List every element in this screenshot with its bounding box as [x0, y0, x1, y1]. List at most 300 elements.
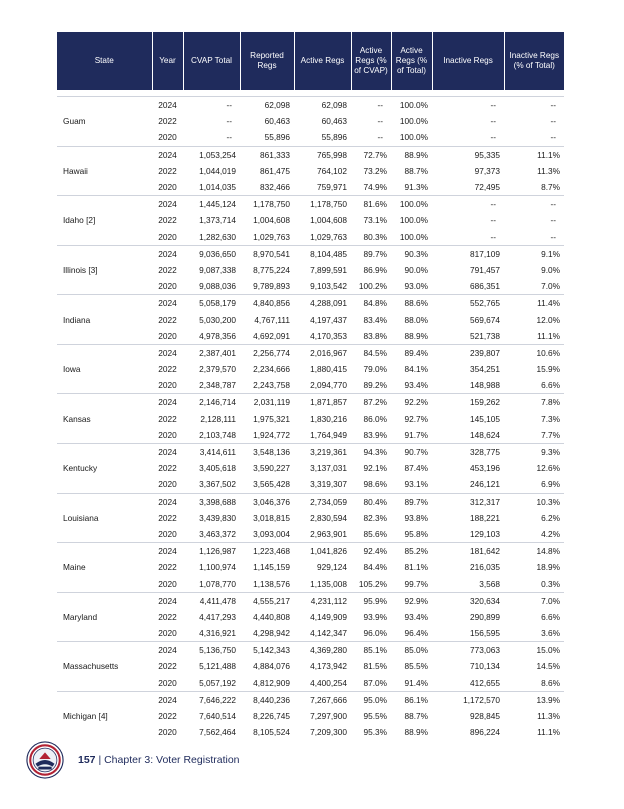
inactive-pct-total-cell: 9.0%: [541, 264, 560, 275]
inactive-regs-cell: 246,121: [470, 479, 500, 490]
inactive-regs-cell: 1,172,570: [432, 691, 504, 708]
cvap-total-cell: 9,087,338: [199, 264, 236, 275]
active-pct-total-cell: 85.0%: [391, 642, 432, 659]
inactive-regs-cell: --: [490, 116, 496, 127]
inactive-pct-total-cell: --: [504, 196, 564, 213]
inactive-regs-cell: 3,568: [479, 578, 500, 589]
header-active-regs: Active Regs: [294, 32, 351, 90]
state-cell: Kentucky: [57, 443, 152, 493]
cvap-total-cell: 3,405,618: [199, 463, 236, 474]
year-cell: 2020: [158, 528, 177, 539]
active-pct-cvap-cell: 84.8%: [351, 295, 391, 312]
reported-regs-cell: 3,046,376: [240, 493, 294, 510]
inactive-pct-total-cell: --: [550, 132, 556, 143]
year-cell: 2020: [158, 182, 177, 193]
inactive-pct-total-cell: 6.6%: [541, 611, 560, 622]
year-cell: 2022: [158, 364, 177, 375]
active-regs-cell: 4,400,254: [310, 677, 347, 688]
inactive-pct-total-cell: 7.3%: [541, 413, 560, 424]
inactive-regs-cell: 569,674: [470, 314, 500, 325]
active-regs-cell: 55,896: [321, 132, 347, 143]
year-cell: 2024: [152, 592, 183, 609]
cvap-total-cell: 4,316,921: [199, 628, 236, 639]
active-regs-cell: 3,219,361: [294, 443, 351, 460]
active-pct-total-cell: 90.3%: [391, 245, 432, 262]
active-regs-cell: 1,830,216: [310, 413, 347, 424]
active-regs-cell: 2,016,967: [294, 344, 351, 361]
inactive-regs-cell: 181,642: [432, 543, 504, 560]
reported-regs-cell: 3,590,227: [253, 463, 290, 474]
reported-regs-cell: 1,975,321: [253, 413, 290, 424]
state-cell: Indiana: [57, 295, 152, 345]
state-cell: Hawaii: [57, 146, 152, 196]
inactive-pct-total-cell: 11.4%: [504, 295, 564, 312]
reported-regs-cell: 62,098: [240, 97, 294, 114]
inactive-pct-total-cell: 18.9%: [536, 562, 560, 573]
active-pct-total-cell: 100.0%: [391, 97, 432, 114]
active-pct-cvap-cell: 84.4%: [363, 562, 387, 573]
cvap-total-cell: 5,030,200: [199, 314, 236, 325]
header-cvap-total: CVAP Total: [183, 32, 240, 90]
inactive-regs-cell: --: [490, 132, 496, 143]
cvap-total-cell: 2,128,111: [200, 413, 236, 424]
active-pct-cvap-cell: 81.6%: [351, 196, 391, 213]
year-cell: 2024: [152, 493, 183, 510]
cvap-total-cell: 1,044,019: [199, 165, 236, 176]
active-pct-total-cell: 100.0%: [399, 116, 428, 127]
table-row: [57, 344, 564, 361]
active-regs-cell: 7,297,900: [310, 711, 347, 722]
active-regs-cell: 7,209,300: [310, 727, 347, 738]
active-regs-cell: 1,871,857: [294, 394, 351, 411]
inactive-pct-total-cell: 14.5%: [536, 661, 560, 672]
reported-regs-cell: 832,466: [260, 182, 290, 193]
active-pct-cvap-cell: 86.0%: [363, 413, 387, 424]
year-cell: 2020: [158, 231, 177, 242]
active-regs-cell: 929,124: [317, 562, 347, 573]
table-row: [57, 196, 564, 213]
year-cell: 2024: [152, 543, 183, 560]
cvap-total-cell: 3,367,502: [199, 479, 236, 490]
active-pct-cvap-cell: 95.3%: [363, 727, 387, 738]
reported-regs-cell: 3,548,136: [240, 443, 294, 460]
active-pct-total-cell: 85.2%: [391, 543, 432, 560]
inactive-regs-cell: 156,595: [470, 628, 500, 639]
active-regs-cell: 1,135,008: [310, 578, 347, 589]
reported-regs-cell: 3,093,004: [253, 528, 290, 539]
active-pct-cvap-cell: 84.5%: [351, 344, 391, 361]
inactive-regs-cell: --: [490, 215, 496, 226]
reported-regs-cell: 861,333: [240, 146, 294, 163]
year-cell: 2022: [158, 264, 177, 275]
active-pct-total-cell: 93.1%: [404, 479, 428, 490]
active-regs-cell: 1,029,763: [310, 231, 347, 242]
active-pct-cvap-cell: 95.0%: [351, 691, 391, 708]
reported-regs-cell: 3,018,815: [253, 512, 290, 523]
table-row: [57, 493, 564, 510]
cvap-total-cell: 2,348,787: [199, 380, 236, 391]
inactive-regs-cell: --: [490, 231, 496, 242]
table-row: [57, 245, 564, 262]
active-regs-cell: 4,369,280: [294, 642, 351, 659]
inactive-regs-cell: 552,765: [432, 295, 504, 312]
reported-regs-cell: 1,029,763: [253, 231, 290, 242]
active-pct-cvap-cell: 72.7%: [351, 146, 391, 163]
inactive-pct-total-cell: 0.3%: [541, 578, 560, 589]
year-cell: 2020: [158, 727, 177, 738]
reported-regs-cell: 4,840,856: [240, 295, 294, 312]
inactive-pct-total-cell: 6.6%: [541, 380, 560, 391]
inactive-pct-total-cell: 8.6%: [541, 677, 560, 688]
active-regs-cell: 2,734,059: [294, 493, 351, 510]
reported-regs-cell: 8,226,745: [253, 711, 290, 722]
inactive-pct-total-cell: --: [504, 97, 564, 114]
reported-regs-cell: 3,565,428: [253, 479, 290, 490]
cvap-total-cell: 2,103,748: [199, 429, 236, 440]
active-pct-total-cell: 88.6%: [391, 295, 432, 312]
reported-regs-cell: 4,298,942: [253, 628, 290, 639]
inactive-regs-cell: 328,775: [432, 443, 504, 460]
state-cell: Kansas: [57, 394, 152, 444]
cvap-total-cell: 5,136,750: [183, 642, 240, 659]
active-pct-cvap-cell: --: [377, 132, 383, 143]
year-cell: 2024: [152, 394, 183, 411]
inactive-regs-cell: 928,845: [470, 711, 500, 722]
cvap-total-cell: 1,014,035: [199, 182, 236, 193]
cvap-total-cell: 7,562,464: [199, 727, 236, 738]
reported-regs-cell: 2,256,774: [240, 344, 294, 361]
year-cell: 2024: [152, 196, 183, 213]
active-pct-total-cell: 86.1%: [391, 691, 432, 708]
cvap-total-cell: 3,414,611: [183, 443, 240, 460]
active-pct-cvap-cell: 79.0%: [363, 364, 387, 375]
inactive-pct-total-cell: 11.1%: [537, 330, 560, 341]
inactive-regs-cell: 97,373: [474, 165, 500, 176]
active-pct-cvap-cell: 100.2%: [358, 281, 387, 292]
inactive-regs-cell: 72,495: [474, 182, 500, 193]
active-pct-cvap-cell: 80.3%: [363, 231, 387, 242]
active-regs-cell: 1,178,750: [294, 196, 351, 213]
footer-separator: |: [95, 754, 105, 766]
inactive-regs-cell: 686,351: [470, 281, 500, 292]
active-pct-total-cell: 91.4%: [404, 677, 428, 688]
inactive-regs-cell: 159,262: [432, 394, 504, 411]
year-cell: 2024: [152, 245, 183, 262]
inactive-pct-total-cell: 7.7%: [541, 429, 560, 440]
active-regs-cell: 2,830,594: [310, 512, 347, 523]
year-cell: 2024: [152, 97, 183, 114]
active-pct-cvap-cell: --: [377, 116, 383, 127]
active-pct-cvap-cell: 96.0%: [363, 628, 387, 639]
active-regs-cell: 4,170,353: [310, 330, 347, 341]
active-pct-cvap-cell: 98.6%: [363, 479, 387, 490]
inactive-pct-total-cell: --: [550, 215, 556, 226]
footer-text: [78, 754, 240, 766]
cvap-total-cell: 1,078,770: [199, 578, 236, 589]
active-pct-cvap-cell: 83.8%: [363, 330, 387, 341]
active-pct-cvap-cell: 85.6%: [363, 528, 387, 539]
active-pct-total-cell: 100.0%: [399, 231, 428, 242]
year-cell: 2020: [158, 281, 177, 292]
active-regs-cell: 765,998: [294, 146, 351, 163]
active-regs-cell: 1,764,949: [310, 429, 347, 440]
active-pct-cvap-cell: 89.2%: [363, 380, 387, 391]
reported-regs-cell: 4,767,111: [254, 314, 290, 325]
inactive-regs-cell: 95,335: [432, 146, 504, 163]
inactive-pct-total-cell: 10.3%: [504, 493, 564, 510]
year-cell: 2022: [158, 562, 177, 573]
active-pct-total-cell: 88.9%: [404, 330, 428, 341]
state-cell: Idaho [2]: [57, 196, 152, 246]
state-cell: Maine: [57, 543, 152, 593]
header-year: Year: [152, 32, 183, 90]
inactive-regs-cell: 817,109: [432, 245, 504, 262]
active-pct-cvap-cell: 94.3%: [351, 443, 391, 460]
active-pct-cvap-cell: 83.4%: [363, 314, 387, 325]
inactive-regs-cell: 129,103: [470, 528, 500, 539]
cvap-total-cell: --: [226, 116, 232, 127]
inactive-pct-total-cell: 6.2%: [541, 512, 560, 523]
table-row: [57, 691, 564, 708]
active-pct-total-cell: 93.0%: [404, 281, 428, 292]
state-cell: Maryland: [57, 592, 152, 642]
inactive-pct-total-cell: 9.3%: [504, 443, 564, 460]
inactive-regs-cell: 320,634: [432, 592, 504, 609]
active-pct-total-cell: 84.1%: [404, 364, 428, 375]
eac-seal-icon: [26, 741, 64, 779]
active-pct-total-cell: 88.7%: [404, 165, 428, 176]
active-regs-cell: 1,041,826: [294, 543, 351, 560]
header-state: State: [57, 32, 152, 90]
cvap-total-cell: 9,088,036: [199, 281, 236, 292]
active-pct-total-cell: 91.7%: [404, 429, 428, 440]
year-cell: 2022: [158, 215, 177, 226]
active-regs-cell: 8,104,485: [294, 245, 351, 262]
inactive-pct-total-cell: 6.9%: [541, 479, 560, 490]
active-pct-total-cell: 90.7%: [391, 443, 432, 460]
year-cell: 2024: [152, 691, 183, 708]
year-cell: 2022: [158, 116, 177, 127]
chapter-title: Chapter 3: Voter Registration: [104, 754, 240, 766]
inactive-pct-total-cell: 12.6%: [536, 463, 560, 474]
reported-regs-cell: 8,970,541: [240, 245, 294, 262]
year-cell: 2022: [158, 314, 177, 325]
header-reported-regs: Reported Regs: [240, 32, 294, 90]
active-regs-cell: 4,173,942: [310, 661, 347, 672]
active-regs-cell: 7,267,666: [294, 691, 351, 708]
reported-regs-cell: 55,896: [264, 132, 290, 143]
active-pct-total-cell: 87.4%: [404, 463, 428, 474]
reported-regs-cell: 4,884,076: [253, 661, 290, 672]
active-pct-total-cell: 100.0%: [399, 215, 428, 226]
year-cell: 2024: [152, 344, 183, 361]
active-pct-cvap-cell: 92.1%: [363, 463, 387, 474]
active-pct-cvap-cell: 95.5%: [363, 711, 387, 722]
cvap-total-cell: 4,411,478: [183, 592, 240, 609]
year-cell: 2022: [158, 711, 177, 722]
cvap-total-cell: 2,146,714: [183, 394, 240, 411]
active-pct-cvap-cell: 81.5%: [363, 661, 387, 672]
inactive-pct-total-cell: 15.0%: [504, 642, 564, 659]
inactive-pct-total-cell: 3.6%: [541, 628, 560, 639]
inactive-regs-cell: 290,899: [470, 611, 500, 622]
reported-regs-cell: 1,178,750: [240, 196, 294, 213]
year-cell: 2024: [152, 146, 183, 163]
reported-regs-cell: 60,463: [264, 116, 290, 127]
active-pct-total-cell: 92.9%: [391, 592, 432, 609]
inactive-regs-cell: 148,988: [470, 380, 500, 391]
active-pct-cvap-cell: --: [351, 97, 391, 114]
inactive-pct-total-cell: --: [550, 116, 556, 127]
inactive-pct-total-cell: 14.8%: [504, 543, 564, 560]
active-pct-total-cell: 89.7%: [391, 493, 432, 510]
cvap-total-cell: 9,036,650: [183, 245, 240, 262]
inactive-pct-total-cell: 7.0%: [504, 592, 564, 609]
inactive-regs-cell: 354,251: [470, 364, 500, 375]
reported-regs-cell: 1,145,159: [253, 562, 290, 573]
page-footer: [26, 740, 240, 780]
table-row: [57, 146, 564, 163]
voter-registration-table: [57, 32, 564, 740]
reported-regs-cell: 1,223,468: [240, 543, 294, 560]
active-pct-cvap-cell: 85.1%: [351, 642, 391, 659]
state-cell: Michigan [4]: [57, 691, 152, 740]
active-regs-cell: 4,142,347: [310, 628, 347, 639]
table-row: [57, 443, 564, 460]
state-cell: Guam: [57, 97, 152, 147]
active-pct-total-cell: 88.9%: [404, 727, 428, 738]
year-cell: 2022: [158, 512, 177, 523]
active-pct-total-cell: 88.7%: [404, 711, 428, 722]
inactive-pct-total-cell: 7.0%: [541, 281, 560, 292]
inactive-pct-total-cell: 10.6%: [504, 344, 564, 361]
active-regs-cell: 4,149,909: [310, 611, 347, 622]
active-regs-cell: 2,094,770: [310, 380, 347, 391]
active-pct-cvap-cell: 95.9%: [351, 592, 391, 609]
inactive-regs-cell: 791,457: [470, 264, 500, 275]
inactive-pct-total-cell: --: [550, 231, 556, 242]
reported-regs-cell: 4,812,909: [253, 677, 290, 688]
active-pct-total-cell: 100.0%: [399, 132, 428, 143]
year-cell: 2020: [158, 479, 177, 490]
table-body: [57, 90, 564, 740]
inactive-pct-total-cell: 11.1%: [537, 727, 560, 738]
cvap-total-cell: 2,387,401: [183, 344, 240, 361]
year-cell: 2022: [158, 611, 177, 622]
inactive-regs-cell: --: [432, 97, 504, 114]
header-active-pct-cvap: Active Regs (% of CVAP): [351, 32, 391, 90]
state-cell: Illinois [3]: [57, 245, 152, 295]
reported-regs-cell: 861,475: [260, 165, 290, 176]
active-regs-cell: 4,288,091: [294, 295, 351, 312]
active-pct-cvap-cell: 87.0%: [363, 677, 387, 688]
inactive-pct-total-cell: 12.0%: [536, 314, 560, 325]
cvap-total-cell: 7,640,514: [199, 711, 236, 722]
active-pct-total-cell: 100.0%: [391, 196, 432, 213]
year-cell: 2024: [152, 295, 183, 312]
inactive-regs-cell: 188,221: [470, 512, 500, 523]
inactive-regs-cell: 312,317: [432, 493, 504, 510]
active-pct-total-cell: 93.4%: [404, 611, 428, 622]
active-pct-total-cell: 90.0%: [404, 264, 428, 275]
inactive-regs-cell: 773,063: [432, 642, 504, 659]
state-cell: Louisiana: [57, 493, 152, 543]
cvap-total-cell: 5,058,179: [183, 295, 240, 312]
active-pct-cvap-cell: 92.4%: [351, 543, 391, 560]
inactive-regs-cell: 521,738: [470, 330, 500, 341]
active-regs-cell: 7,899,591: [310, 264, 347, 275]
reported-regs-cell: 9,789,893: [253, 281, 290, 292]
cvap-total-cell: 7,646,222: [183, 691, 240, 708]
inactive-pct-total-cell: 9.1%: [504, 245, 564, 262]
inactive-pct-total-cell: 11.3%: [537, 711, 560, 722]
state-cell: Iowa: [57, 344, 152, 394]
table-row: [57, 642, 564, 659]
cvap-total-cell: --: [183, 97, 240, 114]
table-row: [57, 394, 564, 411]
reported-regs-cell: 5,142,343: [240, 642, 294, 659]
inactive-regs-cell: --: [432, 196, 504, 213]
inactive-regs-cell: 148,624: [470, 429, 500, 440]
active-pct-total-cell: 93.8%: [404, 512, 428, 523]
reported-regs-cell: 1,924,772: [253, 429, 290, 440]
active-pct-cvap-cell: 73.2%: [363, 165, 387, 176]
inactive-pct-total-cell: 13.9%: [504, 691, 564, 708]
year-cell: 2022: [158, 413, 177, 424]
table-row: [57, 97, 564, 114]
inactive-regs-cell: 216,035: [470, 562, 500, 573]
cvap-total-cell: 2,379,570: [199, 364, 236, 375]
active-pct-total-cell: 85.5%: [404, 661, 428, 672]
reported-regs-cell: 2,243,758: [253, 380, 290, 391]
reported-regs-cell: 8,775,224: [253, 264, 290, 275]
inactive-pct-total-cell: 4.2%: [541, 528, 560, 539]
cvap-total-cell: 1,053,254: [183, 146, 240, 163]
active-pct-total-cell: 88.0%: [404, 314, 428, 325]
active-pct-total-cell: 93.4%: [404, 380, 428, 391]
year-cell: 2022: [158, 661, 177, 672]
active-pct-cvap-cell: 86.9%: [363, 264, 387, 275]
header-inactive-pct-total: Inactive Regs (% of Total): [504, 32, 564, 90]
active-regs-cell: 9,103,542: [310, 281, 347, 292]
reported-regs-cell: 1,138,576: [253, 578, 290, 589]
inactive-regs-cell: 412,655: [470, 677, 500, 688]
cvap-total-cell: 1,126,987: [183, 543, 240, 560]
inactive-pct-total-cell: 15.9%: [536, 364, 560, 375]
active-regs-cell: 2,963,901: [310, 528, 347, 539]
year-cell: 2020: [158, 578, 177, 589]
year-cell: 2020: [158, 132, 177, 143]
reported-regs-cell: 4,440,808: [253, 611, 290, 622]
state-cell: Massachusetts: [57, 642, 152, 692]
active-pct-total-cell: 88.9%: [391, 146, 432, 163]
active-regs-cell: 4,197,437: [310, 314, 347, 325]
cvap-total-cell: 1,100,974: [199, 562, 236, 573]
cvap-total-cell: 4,417,293: [199, 611, 236, 622]
active-pct-cvap-cell: 89.7%: [351, 245, 391, 262]
active-pct-total-cell: 81.1%: [404, 562, 428, 573]
active-regs-cell: 3,137,031: [310, 463, 347, 474]
reported-regs-cell: 2,234,666: [253, 364, 290, 375]
active-pct-cvap-cell: 83.9%: [363, 429, 387, 440]
header-active-pct-total: Active Regs (% of Total): [391, 32, 432, 90]
cvap-total-cell: 1,373,714: [199, 215, 236, 226]
active-pct-total-cell: 91.3%: [404, 182, 428, 193]
active-pct-cvap-cell: 93.9%: [363, 611, 387, 622]
active-pct-cvap-cell: 73.1%: [363, 215, 387, 226]
active-pct-total-cell: 92.2%: [391, 394, 432, 411]
active-pct-cvap-cell: 82.3%: [363, 512, 387, 523]
